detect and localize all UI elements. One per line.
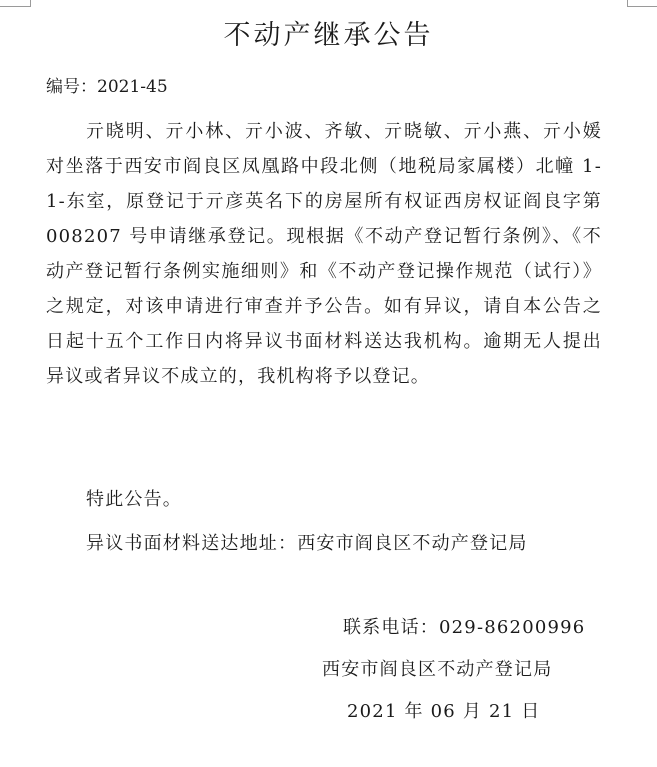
notice-title: 不动产继承公告 bbox=[223, 20, 434, 51]
contact-phone bbox=[343, 614, 585, 642]
objection-address bbox=[86, 530, 528, 558]
serial-label: 编号： bbox=[46, 77, 97, 97]
issue-date: 2021 年 06 月 21 日 bbox=[347, 701, 541, 722]
crop-mark-left-vertical bbox=[30, 0, 31, 7]
contact-value: 029-86200996 bbox=[439, 617, 586, 638]
serial-number bbox=[46, 74, 168, 100]
serial-value: 2021-45 bbox=[97, 77, 168, 97]
address-label: 异议书面材料送达地址： bbox=[86, 533, 298, 554]
notice-body: 亓晓明、亓小林、亓小波、齐敏、亓晓敏、亓小燕、亓小媛对坐落于西安市阎良区凤凰路中段北侧（地税局家属楼）北幢 1-1-东室，原登记于亓彦英名下的房屋所有权证西房权证阎良字第 008207 号申请继承登记。现根据《不动产登记暂行条例》、《不动产登记暂行条例实施细则》和《不动产登记操作规范（试行）》之规定，对该申请进行审查并予公告。如有异议，请自本公告之日起十五个工作日内将异议书面材料送达我机构。逾期无人提出异议或者异议不成立的，我机构将予以登记。 bbox=[46, 121, 602, 387]
address-value: 西安市阎良区不动产登记局 bbox=[297, 533, 528, 554]
closing-line: 特此公告。 bbox=[86, 489, 182, 510]
crop-mark-left bbox=[0, 6, 30, 7]
crop-mark-right-vertical bbox=[627, 0, 628, 7]
issuer-name: 西安市阎良区不动产登记局 bbox=[322, 659, 553, 680]
contact-label: 联系电话： bbox=[343, 617, 439, 638]
crop-mark-right bbox=[627, 6, 657, 7]
